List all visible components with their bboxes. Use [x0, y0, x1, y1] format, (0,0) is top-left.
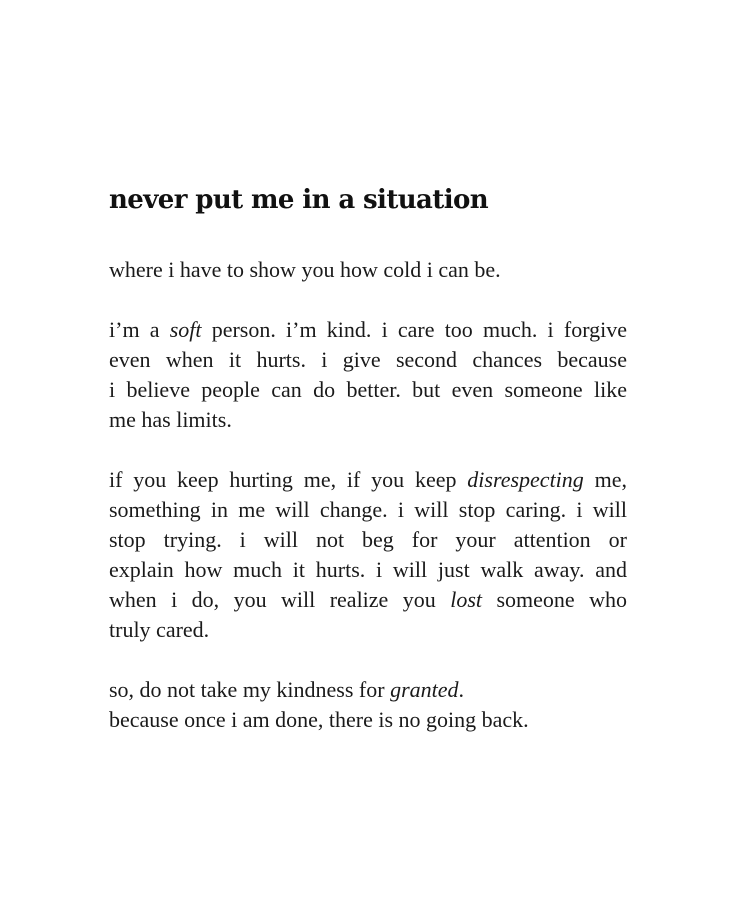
paragraph-2-line-2: even when it hurts. i give second chances because — [109, 347, 627, 372]
paragraph-2-line-1 — [109, 315, 627, 345]
emphasis-lost: lost — [450, 587, 483, 612]
paragraph-1 — [109, 255, 627, 285]
paragraph-2 — [109, 315, 627, 435]
emphasis-soft: soft — [169, 317, 202, 342]
text-fragment: if you keep hurting me, if you keep — [109, 467, 468, 492]
paragraph-3-line-1 — [109, 465, 627, 495]
poem-title: never put me in a situation — [109, 185, 489, 215]
paragraph-4-line-1 — [109, 675, 627, 705]
text-fragment: when i do, you will realize you — [109, 587, 451, 612]
paragraph-4-line-2: because once i am done, there is no going back. — [109, 707, 529, 732]
emphasis-disrespecting: disrespecting — [467, 467, 584, 492]
paragraph-3-line-2: something in me will change. i will stop caring. i will — [109, 497, 627, 522]
emphasis-granted: granted — [390, 677, 459, 702]
text-fragment: person. i’m kind. i care too much. i forgive — [201, 317, 627, 342]
paragraph-3-line-3: stop trying. i will not beg for your attention or — [109, 527, 627, 552]
poem-page — [109, 180, 627, 765]
paragraph-4 — [109, 675, 627, 735]
paragraph-3 — [109, 465, 627, 645]
text-fragment: me, — [583, 467, 627, 492]
text-fragment: i’m a — [109, 317, 170, 342]
paragraph-3-line-6: truly cared. — [109, 617, 210, 642]
paragraph-3-line-5 — [109, 585, 627, 615]
paragraph-3-line-4: explain how much it hurts. i will just walk away. and — [109, 557, 627, 582]
paragraph-2-line-4: me has limits. — [109, 407, 232, 432]
text-fragment: . — [458, 677, 465, 702]
paragraph-2-line-3: i believe people can do better. but even someone like — [109, 377, 627, 402]
text-fragment: so, do not take my kindness for — [109, 677, 391, 702]
paragraph-1-line-1: where i have to show you how cold i can be. — [109, 257, 501, 282]
text-fragment: someone who — [482, 587, 627, 612]
